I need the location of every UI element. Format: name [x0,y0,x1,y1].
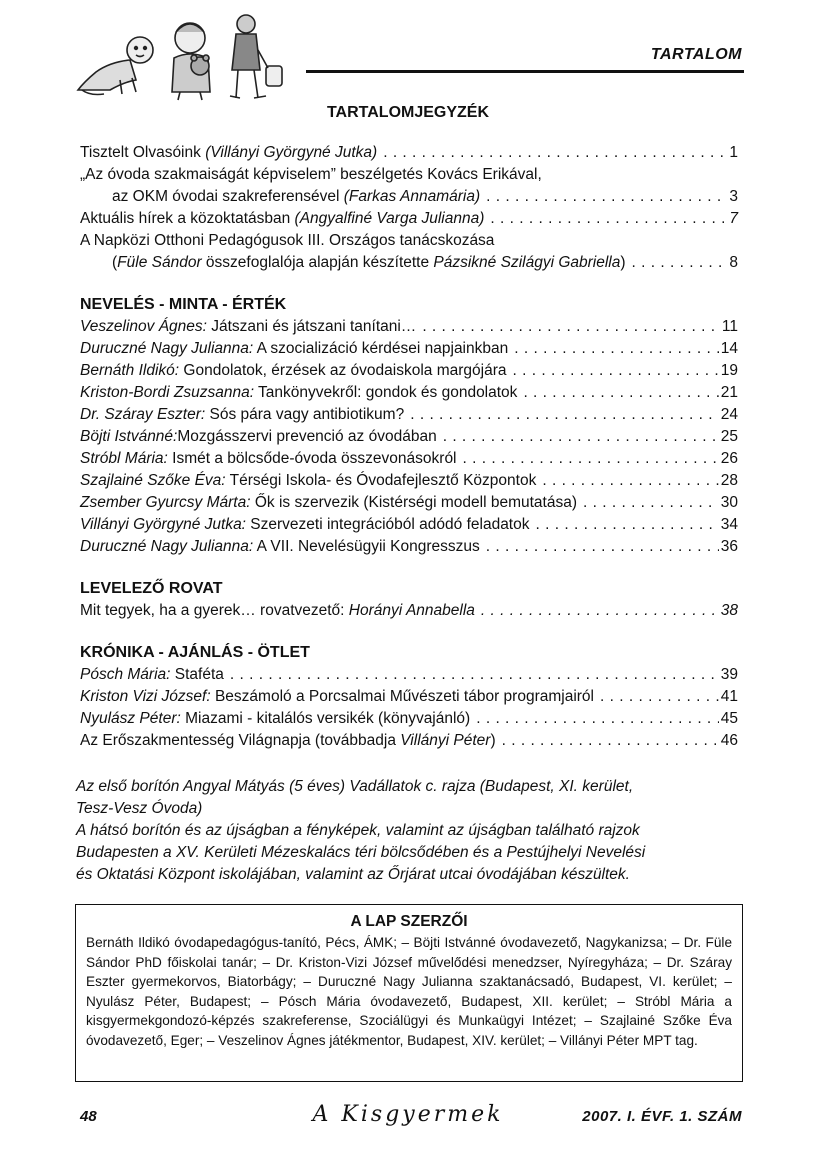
page-number: 11 [721,318,738,335]
page-number: 1 [729,144,738,161]
page-number: 34 [720,516,738,533]
toc-entry-line: „Az óvoda szakmaiságát képviselem” beszélgetés Kovács Erikával, [80,166,542,183]
toc-entry[interactable]: Kriston Vizi József: Beszámoló a Porcsalmai Művészeti tábor programjairól . . . 41 [80,686,738,708]
page-number: 25 [720,428,738,445]
note-line: Az első borítón Angyal Mátyás (5 éves) Vadállatok c. rajza (Budapest, XI. kerület, [76,778,634,795]
dot-leader [523,382,718,404]
footer-issue: 2007. I. ÉVF. 1. SZÁM [582,1108,742,1125]
girl-with-teddy-icon [172,23,210,100]
dot-leader [502,730,719,752]
section-entries [80,316,738,558]
toc-entry[interactable]: Nyulász Péter: Miazami - kitalálós versikék (könyvajánló) . . . 45 [80,708,738,730]
page-number: 7 [729,210,738,227]
page-number: 19 [720,362,738,379]
page-number: 36 [720,538,738,555]
note-line: Tesz-Vesz Óvoda) [76,800,203,817]
crawling-baby-icon [78,37,153,95]
page-number: 41 [720,688,738,705]
header-rule [306,70,744,73]
toc-entry[interactable]: Bernáth Ildikó: Gondolatok, érzések az óvodaiskola margójára . . . 19 [80,360,738,382]
dot-leader [230,664,719,686]
section-heading: LEVELEZŐ ROVAT [80,580,223,597]
note-line: A hátsó borítón és az újságban a fényképek, valamint az újságban található rajzok [76,822,640,839]
authors-body: Bernáth Ildikó óvodapedagógus-tanító, Pécs, ÁMK; – Böjti Istvánné óvodavezető, Nagykanizsa; – Dr. Füle Sándor PhD főiskolai tanár; – Dr. Kriston-Vizi József művelődési menedzser, Nyíregyháza; – Dr. Száray Eszter gyermekorvos, Biatorbágy; – Duruczné Nagy Julianna szaktanácsadó, Budapest, VI. kerület; – Nyulász Péter, Budapest; – Pósch Mária óvodavezető, Budapest, XII. kerület; – Stróbl Mária a kisgyermekgondozó-képzés szakreferense, Szociálügyi és Munkaügyi Intézet; – Szajlainé Szőke Éva óvodavezető, Eger; – Veszelinov Ágnes játékmentor, Budapest, XIV. kerület; – Villányi Péter MPT tag. [86,935,732,1048]
section-heading: NEVELÉS - MINTA - ÉRTÉK [80,296,287,313]
page-number: 30 [720,494,738,511]
toc-entry[interactable]: Veszelinov Ágnes: Játszani és játszani tanítani… . . . 11 [80,316,738,338]
dot-leader [463,448,719,470]
toc-entry-line: A Napközi Otthoni Pedagógusok III. Országos tanácskozása [80,232,495,249]
authors-box [75,904,743,1082]
page-number: 45 [720,710,738,727]
page-number: 38 [720,602,738,619]
toc-entry[interactable]: Mit tegyek, ha a gyerek… rovatvezető: Horányi Annabella . . . 38 [80,600,738,622]
footer-magazine-title: A Kisgyermek [312,1102,504,1127]
dot-leader [514,338,719,360]
dot-leader [410,404,719,426]
cover-notes [76,776,748,886]
page-number: 8 [729,254,738,271]
toc-entry[interactable]: Pósch Mária: Staféta . . . 39 [80,664,738,686]
authors-title: A LAP SZERZŐI [350,913,468,930]
dot-leader [513,360,719,382]
page-number: 26 [720,450,738,467]
dot-leader [422,316,720,338]
note-line: Budapesten a XV. Kerületi Mézeskalács téri bölcsődében és a Pestújhelyi Nevelési [76,844,646,861]
page-number: 14 [720,340,738,357]
page-number: 39 [720,666,738,683]
dot-leader [486,536,719,558]
dot-leader [490,208,727,230]
toc-entry[interactable]: Böjti Istvánné:Mozgásszervi prevenció az óvodában . . . 25 [80,426,738,448]
dot-leader [476,708,719,730]
toc-entry[interactable]: Villányi Györgyné Jutka: Szervezeti integrációból adódó feladatok . . . 34 [80,514,738,536]
section-tag: TARTALOM [650,46,742,63]
dot-leader [536,514,719,536]
note-line: és Oktatási Központ iskolájában, valamint az Őrjárat utcai óvodájában készültek. [76,866,630,883]
toc-entry[interactable]: (Füle Sándor összefoglalója alapján készítette Pázsikné Szilágyi Gabriella) . . . 8 [80,252,738,274]
section-heading: KRÓNIKA - AJÁNLÁS - ÖTLET [80,644,310,661]
standing-child-icon [230,15,282,98]
table-of-contents [80,142,738,752]
toc-entry[interactable]: Tisztelt Olvasóink (Villányi Györgyné Jutka) . . . 1 [80,142,738,164]
dot-leader [632,252,728,274]
toc-entry[interactable]: Szajlainé Szőke Éva: Térségi Iskola- és Óvodafejlesztő Központok . . . 28 [80,470,738,492]
header-illustration [70,10,300,102]
toc-entry[interactable]: Aktuális hírek a közoktatásban (Angyalfiné Varga Julianna) . . . 7 [80,208,738,230]
page-number: 21 [720,384,738,401]
toc-entry[interactable]: Stróbl Mária: Ismét a bölcsőde-óvoda összevonásokról . . . 26 [80,448,738,470]
page-number: 46 [720,732,738,749]
toc-title: TARTALOMJEGYZÉK [326,104,490,121]
toc-entry[interactable]: Kriston-Bordi Zsuzsanna: Tankönyvekről: gondok és gondolatok . . . 21 [80,382,738,404]
dot-leader [383,142,727,164]
toc-entry[interactable]: Duruczné Nagy Julianna: A VII. Nevelésügyii Kongresszus . . . 36 [80,536,738,558]
dot-leader [600,686,719,708]
dot-leader [443,426,719,448]
page-number: 3 [729,188,738,205]
dot-leader [583,492,719,514]
dot-leader [486,186,727,208]
footer-page-number: 48 [80,1108,97,1125]
dot-leader [542,470,718,492]
toc-entry[interactable]: Duruczné Nagy Julianna: A szocializáció kérdései napjainkban . . . 14 [80,338,738,360]
dot-leader [481,600,719,622]
toc-entry[interactable]: Dr. Száray Eszter: Sós pára vagy antibiotikum? . . . 24 [80,404,738,426]
toc-entry[interactable]: az OKM óvodai szakreferensével (Farkas Annamária) . . . 3 [80,186,738,208]
toc-entry[interactable]: Az Erőszakmentesség Világnapja (továbbadja Villányi Péter) . . . 46 [80,730,738,752]
toc-entry[interactable]: Zsember Gyurcsy Márta: Ők is szervezik (Kistérségi modell bemutatása) . . . 30 [80,492,738,514]
page-number: 28 [720,472,738,489]
page-number: 24 [720,406,738,423]
